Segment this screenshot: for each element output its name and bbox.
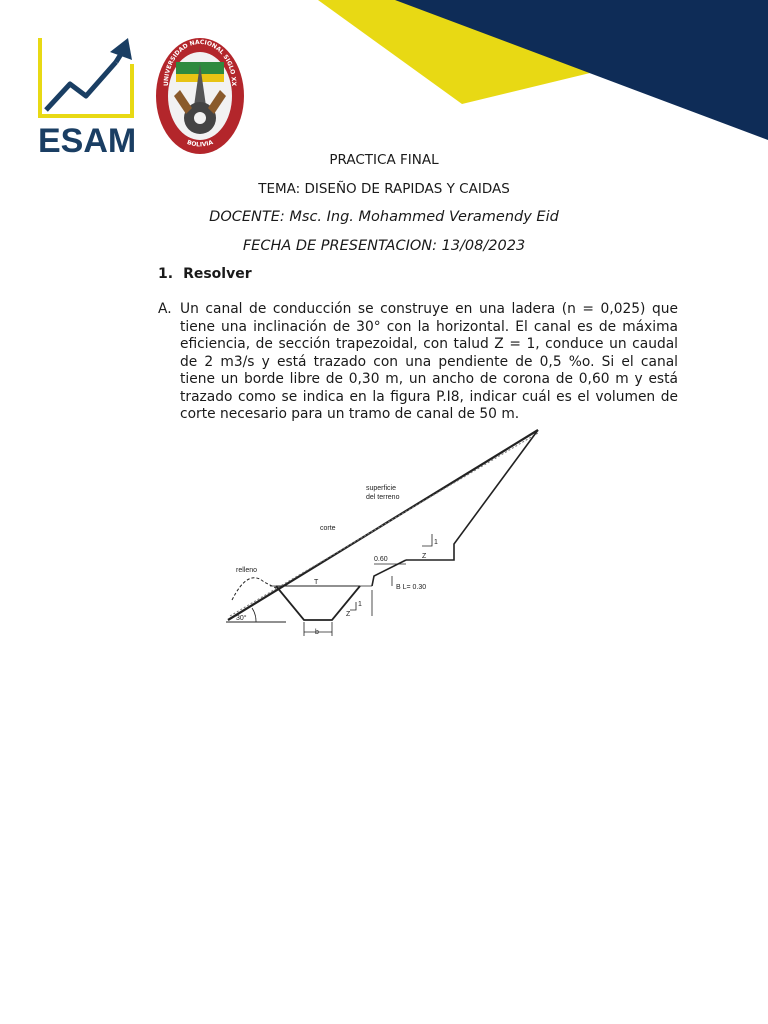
label-surface-2: del terreno [366,494,400,501]
document-topic: TEMA: DISEÑO DE RAPIDAS Y CAIDAS [258,181,510,197]
section-heading [158,266,252,282]
section-title: Resolver [183,266,252,282]
seal-top-text: UNIVERSIDAD NACIONAL SIGLO XX [162,38,238,87]
document-teacher: DOCENTE: Msc. Ing. Mohammed Veramendy Eid [209,209,559,225]
esam-logo [36,34,140,158]
problem-item [158,301,678,424]
canal-figure [226,426,542,644]
university-seal [154,34,246,158]
seal-bottom-text: BOLIVIA [185,139,215,149]
label-slope-one-upper: 1 [434,539,438,546]
label-slope-z-lower: Z [346,611,351,618]
label-surface-1: superficie [366,485,396,492]
esam-logo-text: ESAM [38,122,137,158]
label-corte: corte [320,525,336,532]
label-bottom-width: b [315,629,319,636]
section-number: 1. [158,266,174,282]
label-top-width: T [314,579,319,586]
label-crown: 0.60 [374,556,388,563]
label-relleno: relleno [236,567,258,574]
label-slope-z-upper: Z [422,553,427,560]
problem-marker: A. [158,301,172,317]
problem-text: Un canal de conducción se construye en una ladera (n = 0,025) que tiene una inclinación de 30° con la horizontal. El canal es de máxima eficiencia, de sección trapezoidal, con talud Z = 1, conduce un caudal de 2 m3/s y está trazado con una pendiente de 0,5 %o. Si el canal tiene un borde libre de 0,30 m, un ancho de corona de 0,60 m y está trazado como se indica en la figura P.I8, indicar cuál es el volumen de corte necesario para un tramo de canal de 50 m. [180,301,678,422]
label-angle: 30° [236,615,247,622]
label-freeboard: B L= 0.30 [396,584,427,591]
document-title: PRACTICA FINAL [329,152,439,168]
label-slope-one-lower: 1 [358,601,362,608]
document-date: FECHA DE PRESENTACION: 13/08/2023 [242,238,526,254]
